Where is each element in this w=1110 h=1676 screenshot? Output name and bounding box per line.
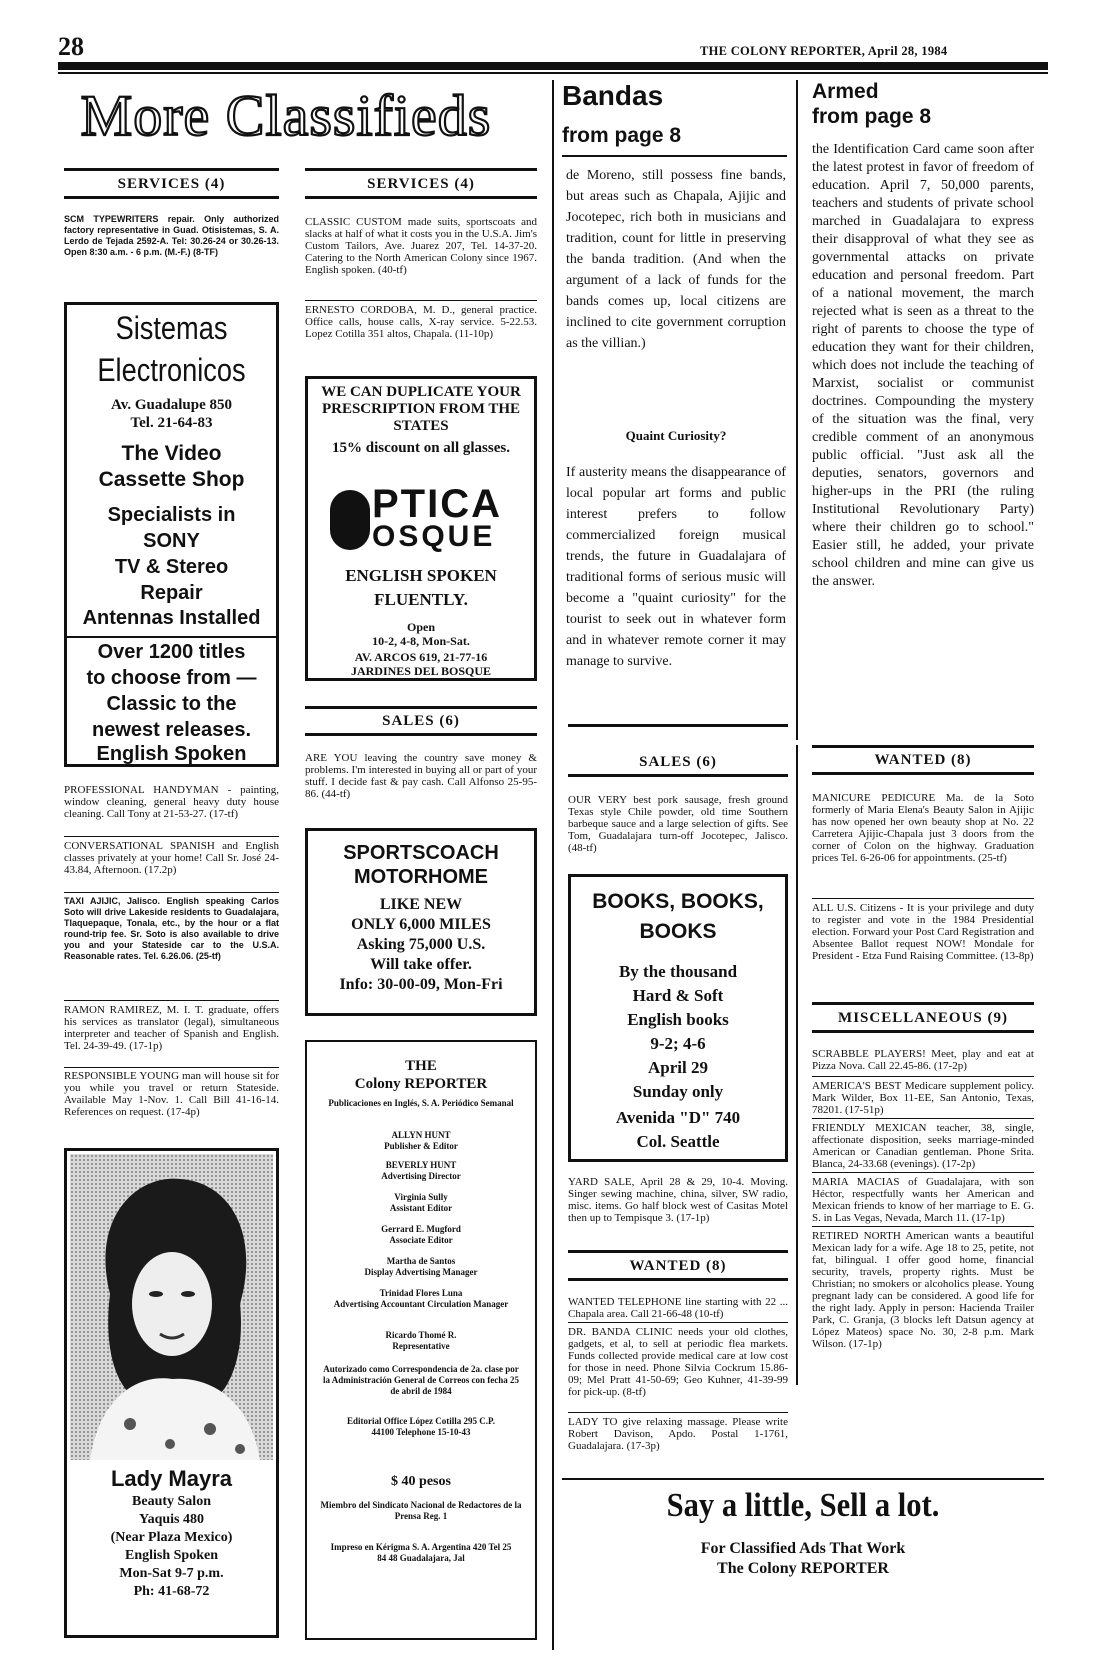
bandas-body-2: If austerity means the disappearance of local popular art forms and public interest prefers to follow commercialized foreign musical trends, the future in Guadalajara of traditional forms of serious music will become a "quaint curiosity" for the tourist to seek out in whatever form and in whatever remote corner it may manage to survive. <box>566 465 786 669</box>
classified-massage: LADY TO give relaxing massage. Please write Robert Davison, Apdo. Postal 1-1761, Guadalajara. (17-3p) <box>568 1416 788 1452</box>
classified-taxi: TAXI AJIJIC, Jalisco. English speaking Carlos Soto will drive Lakeside residents to Guadalajara, Tlaquepaque, Tonala, etc., by the hour or a flat round-trip fee. Sr. Soto is also available to drive you and your Stateside car to the U.S.A. Reasonable rates. Tel. 6.26.06. (25-tf) <box>64 896 279 961</box>
classified-ramon: RAMON RAMIREZ, M. I. T. graduate, offers his services as translator (legal), simultaneous interpreter and teacher of Spanish and English. Tel. 24-39-49. (17-1p) <box>64 1004 279 1052</box>
classified-custom-suits: CLASSIC CUSTOM made suits, sportscoats and slacks at half of what it costs you in the U.S.A. Jim's Custom Tailors, Ave. Juarez 207, Tel. 14-37-20. Catering to the North American Colony since 1967. English spoken. (40-tf) <box>305 216 537 276</box>
bandas-title: Bandas <box>562 80 664 111</box>
masthead: THE COLONY REPORTER, April 28, 1984 <box>700 44 948 58</box>
classified-scrabble: SCRABBLE PLAYERS! Meet, play and eat at Pizza Nova. Call 22.45-86. (17-2p) <box>812 1048 1034 1072</box>
classified-pork-sausage: OUR VERY best pork sausage, fresh ground Texas style Chile powder, old time Southern barbeque sauce and a large selection of gifts. See Tom, Guadalajara turn-off Jocotepec, Jalisco. (48-tf) <box>568 794 788 854</box>
bandas-jump: from page 8 <box>562 124 682 147</box>
sales-heading-2: SALES (6) <box>639 754 717 770</box>
say-a-little-ad: Say a little, Sell a lot. <box>666 1487 940 1524</box>
classified-yard-sale: YARD SALE, April 28 & 29, 10-4. Moving. Singer sewing machine, china, silver, SW radio, misc. items. Go half block west of Casitas Motel then up to Tempisque 3. (17-1p) <box>568 1176 788 1224</box>
staff-paper-name: Colony REPORTER <box>354 1076 488 1092</box>
classified-leaving-country: ARE YOU leaving the country save money & problems. I'm interested in buying all or part of your stuff. I decide fast & pay cash. Call Alfonso 25-95-86. (44-tf) <box>305 752 537 800</box>
classified-spanish: CONVERSATIONAL SPANISH and English classes privately at your home! Call Sr. José 24-43.84, Afternoon. (17.2p) <box>64 840 279 876</box>
sales-heading: SALES (6) <box>382 713 460 729</box>
classified-friendly-mexican: FRIENDLY MEXICAN teacher, 38, single, affectionate disposition, seeks marriage-minded American or Canadian gentleman. Phone Srita. Blanca, 24-33.68 (evenings). (17-2p) <box>812 1122 1034 1170</box>
services-heading-2: SERVICES (4) <box>367 176 475 192</box>
classified-doctor: ERNESTO CORDOBA, M. D., general practice. Office calls, house calls, X-ray service. 5-22.53. Lopez Cotilla 351 altos, Chapala. (11-10p) <box>305 304 537 340</box>
woman-photo <box>70 1154 273 1460</box>
classified-handyman: PROFESSIONAL HANDYMAN - painting, window cleaning, general heavy duty house cleaning. Call Tony at 21-53-27. (17-tf) <box>64 784 279 820</box>
optica-logo-o <box>330 490 370 550</box>
classified-telephone: WANTED TELEPHONE line starting with 22 ... Chapala area. Call 21-66-48 (10-tf) <box>568 1296 788 1320</box>
classified-manicure: MANICURE PEDICURE Ma. de la Soto formerly of Maria Elena's Beauty Salon in Ajijic has now opened her own beauty shop at No. 22 Carretera Ajijic-Chapala just 3 doors from the corner of Colon on the highway. Graduation prices Tel. 6-26-06 for appointments. (25-tf) <box>812 792 1034 864</box>
classified-house-sit: RESPONSIBLE YOUNG man will house sit for you while you travel or return Stateside. Available May 1-Nov. 1. Call Bill 41-16-14. References on request. (17-4p) <box>64 1070 279 1118</box>
services-heading: SERVICES (4) <box>117 176 226 192</box>
wanted-heading-2: WANTED (8) <box>874 752 972 768</box>
price: $ 40 pesos <box>391 1474 451 1489</box>
miscellaneous-heading: MISCELLANEOUS (9) <box>838 1010 1008 1026</box>
classified-banda-clinic: DR. BANDA CLINIC needs your old clothes, gadgets, et al, to sell at periodic flea markets. Funds collected provide medical care at low cost for those in need. Phone Silvia Cockrum 15.86-09; Mel Pratt 41-50-69; Geo Kuhner, 41-39-99 for pick-up. (8-tf) <box>568 1326 788 1398</box>
classified-medicare: AMERICA'S BEST Medicare supplement policy. Mark Wilder, Box 11-EE, San Antonio, Texas, 78201. (17-51p) <box>812 1080 1034 1116</box>
armed-body: the Identification Card came soon after the latest protest in favor of freedom of education. April 7, 50,000 parents, teachers and students of private school marched in Guadalajara to express their disapproval of what they see as governmental attacks on private education and personal freedom. Part of a national movement, the march rejected what is seen as a threat to the right of parents to choose the type of education they want for their children, which does not include the teaching of Marxist, socialist or communist doctrines. Compounding the mystery of the situation was the final, very credible comment of an anonymous public official. "Just ask all the deputies, senators, governors and higher-ups in the PRI (the ruling Institutional Revolutionary Party) where their children go to school." Easier still, he added, your private school children and mine can give us the answer. <box>812 142 1034 589</box>
page-title: More Classifieds <box>80 83 492 148</box>
classified-us-citizens: ALL U.S. Citizens - It is your privilege and duty to register and vote in the 1984 Presidential election. Forward your Post Card Registration and Absentee Ballot request NOW! Mondale for President - Etza Fund Raising Committee. (13-8p) <box>812 902 1034 962</box>
bandas-subhead: Quaint Curiosity? <box>625 428 727 443</box>
page-number: 28 <box>58 32 84 61</box>
classified-maria-macias: MARIA MACIAS of Guadalajara, with son Héctor, respectfully wants her American and Mexican friends to know of her marriage to E. G. S. in Las Vegas, Nevada, March 11. (17-1p) <box>812 1176 1034 1224</box>
header-rule <box>58 62 1048 70</box>
classified-scm: SCM TYPEWRITERS repair. Only authorized factory representative in Guad. Otisistemas, S. A. Lerdo de Tejada 2592-A. Tel: 30.26-24 or 30.26-13. Open 8:30 a.m. - 6 p.m. (M.-F.) (8-TF) <box>64 214 279 257</box>
bandas-body-1: de Moreno, still possess fine bands, but areas such as Chapala, Ajijic and Jocotepec, rich both in musicians and tradition, count for little in preserving the banda tradition. (And when the argument of a lack of funds for the bands comes up, local citizens are inclined to cite government corruption as the villian.) <box>566 168 786 351</box>
classified-retired: RETIRED NORTH American wants a beautiful Mexican lady for a wife. Age 18 to 25, petite, not fat, bilingual. I offer good home, financial security, travels, property rights. Must be Christian; no smokers or alcoholics please. Young pregnant lady can be considered. A good life for the right lady. Apply in person: Hacienda Trailer Park, C. Granja, (3 blocks left Datsun agency at López Mateos) space No. 30, 2-8 p.m. Mark Wilson. (17-1p) <box>812 1230 1034 1350</box>
armed-title: Armed <box>812 80 879 103</box>
wanted-heading: WANTED (8) <box>629 1258 727 1274</box>
optica-logo: PTICA <box>372 482 502 526</box>
